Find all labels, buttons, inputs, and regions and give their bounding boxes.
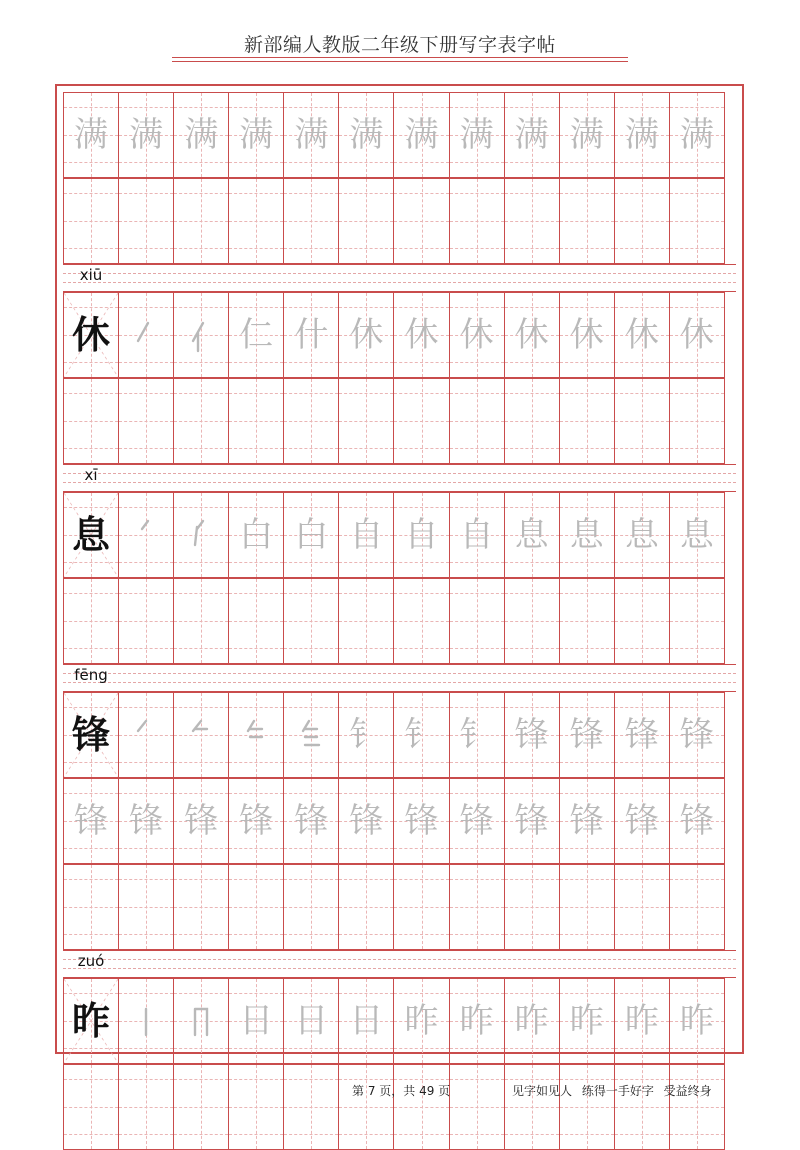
- pinyin-label: zuó: [77, 952, 105, 970]
- writing-cell[interactable]: [63, 778, 119, 864]
- writing-cell[interactable]: [338, 178, 394, 264]
- trace-character: 自: [349, 515, 384, 555]
- writing-cell[interactable]: [449, 778, 505, 864]
- trace-character: 锋: [679, 801, 714, 841]
- model-character: 锋: [72, 712, 111, 757]
- writing-cell[interactable]: [559, 492, 615, 578]
- writing-cell[interactable]: [559, 1064, 615, 1150]
- writing-cell[interactable]: [393, 92, 449, 178]
- writing-cell[interactable]: [669, 292, 725, 378]
- writing-cell[interactable]: [283, 178, 339, 264]
- writing-cell[interactable]: [559, 864, 615, 950]
- footer-motto: 见字如见人 练得一手好字 受益终身: [512, 1084, 712, 1098]
- writing-cell[interactable]: [228, 578, 284, 664]
- writing-cell[interactable]: [338, 978, 394, 1064]
- writing-cell[interactable]: [173, 378, 229, 464]
- pinyin-label: xiū: [79, 266, 103, 284]
- writing-row: [63, 178, 736, 264]
- writing-cell[interactable]: [173, 178, 229, 264]
- writing-cell[interactable]: [283, 292, 339, 378]
- trace-character: 满: [569, 115, 604, 155]
- writing-row: [63, 292, 736, 378]
- practice-block: [63, 178, 736, 264]
- stroke-order-sketch: [181, 315, 221, 355]
- trace-character: 满: [74, 115, 109, 155]
- writing-cell[interactable]: [228, 492, 284, 578]
- writing-cell[interactable]: [449, 292, 505, 378]
- trace-character: 满: [294, 115, 329, 155]
- trace-character: 息: [679, 515, 714, 555]
- page-title: 新部编人教版二年级下册写字表字帖: [243, 34, 556, 56]
- trace-character: 锋: [569, 715, 604, 755]
- writing-cell[interactable]: [504, 692, 560, 778]
- trace-character: 锋: [74, 801, 109, 841]
- pinyin-guide-line: [63, 664, 736, 665]
- writing-cell[interactable]: [559, 178, 615, 264]
- writing-row: [63, 378, 736, 464]
- writing-cell[interactable]: [504, 864, 560, 950]
- writing-cell[interactable]: [283, 578, 339, 664]
- writing-cell[interactable]: [393, 864, 449, 950]
- trace-character: 休: [349, 315, 384, 355]
- pinyin-guide-line: [63, 282, 736, 283]
- trace-character: 白: [294, 515, 329, 555]
- writing-cell[interactable]: [173, 92, 229, 178]
- writing-cell[interactable]: [338, 1064, 394, 1150]
- stroke-order-sketch: [126, 515, 166, 555]
- practice-block: [63, 264, 736, 378]
- writing-cell[interactable]: [338, 778, 394, 864]
- trace-character: 昨: [459, 1001, 494, 1041]
- trace-character: 自: [404, 515, 439, 555]
- trace-character: 满: [459, 115, 494, 155]
- pinyin-guide-line: [63, 950, 736, 951]
- trace-character: 息: [624, 515, 659, 555]
- writing-cell[interactable]: [669, 978, 725, 1064]
- writing-cell[interactable]: [669, 692, 725, 778]
- writing-cell[interactable]: [559, 378, 615, 464]
- writing-cell[interactable]: [173, 492, 229, 578]
- practice-block: [63, 1064, 736, 1150]
- pinyin-band: [63, 264, 736, 292]
- writing-cell[interactable]: [173, 778, 229, 864]
- trace-character: 钅: [404, 715, 439, 755]
- writing-cell[interactable]: [669, 578, 725, 664]
- writing-cell[interactable]: [228, 178, 284, 264]
- practice-block: [63, 378, 736, 464]
- writing-row: [63, 978, 736, 1064]
- writing-cell[interactable]: [173, 864, 229, 950]
- trace-character: 自: [459, 515, 494, 555]
- writing-row: [63, 92, 736, 178]
- writing-cell[interactable]: [173, 292, 229, 378]
- writing-cell[interactable]: [63, 492, 119, 578]
- trace-character: 休: [404, 315, 439, 355]
- writing-cell[interactable]: [338, 292, 394, 378]
- writing-cell[interactable]: [393, 692, 449, 778]
- trace-character: 休: [459, 315, 494, 355]
- pinyin-guide-line: [63, 464, 736, 465]
- writing-cell[interactable]: [559, 978, 615, 1064]
- writing-cell[interactable]: [118, 292, 174, 378]
- writing-cell[interactable]: [449, 92, 505, 178]
- writing-cell[interactable]: [504, 578, 560, 664]
- pinyin-band: [63, 664, 736, 692]
- writing-cell[interactable]: [669, 864, 725, 950]
- writing-cell[interactable]: [118, 578, 174, 664]
- writing-row: [63, 864, 736, 950]
- writing-cell[interactable]: [338, 378, 394, 464]
- writing-cell[interactable]: [283, 978, 339, 1064]
- writing-cell[interactable]: [504, 1064, 560, 1150]
- pinyin-guide-line: [63, 473, 736, 474]
- writing-cell[interactable]: [228, 978, 284, 1064]
- trace-character: 仁: [239, 315, 274, 355]
- writing-cell[interactable]: [228, 1064, 284, 1150]
- writing-cell[interactable]: [393, 178, 449, 264]
- writing-cell[interactable]: [118, 492, 174, 578]
- trace-character: 满: [404, 115, 439, 155]
- practice-block: [63, 92, 736, 178]
- trace-character: 日: [294, 1001, 329, 1041]
- trace-character: 休: [624, 315, 659, 355]
- model-character: 休: [72, 312, 111, 357]
- trace-character: 钅: [459, 715, 494, 755]
- writing-cell[interactable]: [173, 578, 229, 664]
- writing-cell[interactable]: [118, 778, 174, 864]
- trace-character: 什: [294, 315, 329, 355]
- practice-grid: [63, 92, 736, 1150]
- stroke-order-sketch: [291, 715, 331, 755]
- trace-character: 锋: [239, 801, 274, 841]
- practice-block: [63, 864, 736, 950]
- trace-character: 锋: [624, 801, 659, 841]
- writing-cell[interactable]: [173, 1064, 229, 1150]
- pinyin-guide-line: [63, 273, 736, 274]
- writing-cell[interactable]: [118, 1064, 174, 1150]
- writing-cell[interactable]: [669, 492, 725, 578]
- writing-cell[interactable]: [228, 378, 284, 464]
- writing-row: [63, 578, 736, 664]
- trace-character: 锋: [294, 801, 329, 841]
- writing-cell[interactable]: [118, 378, 174, 464]
- writing-row: [63, 778, 736, 864]
- practice-block: [63, 578, 736, 664]
- title-rule: [172, 61, 628, 62]
- writing-cell[interactable]: [63, 292, 119, 378]
- writing-cell[interactable]: [614, 92, 670, 178]
- writing-cell[interactable]: [118, 92, 174, 178]
- writing-cell[interactable]: [63, 978, 119, 1064]
- writing-cell[interactable]: [283, 92, 339, 178]
- trace-character: 息: [514, 515, 549, 555]
- trace-character: 锋: [404, 801, 439, 841]
- model-character: 息: [72, 512, 111, 557]
- writing-cell[interactable]: [338, 692, 394, 778]
- trace-character: 昨: [679, 1001, 714, 1041]
- stroke-order-sketch: [181, 715, 221, 755]
- practice-block: [63, 464, 736, 578]
- writing-cell[interactable]: [283, 1064, 339, 1150]
- writing-cell[interactable]: [504, 492, 560, 578]
- writing-cell[interactable]: [283, 692, 339, 778]
- writing-cell[interactable]: [614, 864, 670, 950]
- writing-cell[interactable]: [559, 692, 615, 778]
- writing-cell[interactable]: [228, 92, 284, 178]
- pinyin-guide-line: [63, 682, 736, 683]
- writing-cell[interactable]: [63, 92, 119, 178]
- trace-character: 休: [679, 315, 714, 355]
- writing-cell[interactable]: [669, 178, 725, 264]
- writing-cell[interactable]: [63, 864, 119, 950]
- writing-row: [63, 1064, 736, 1150]
- pinyin-guide-line: [63, 264, 736, 265]
- writing-cell[interactable]: [449, 492, 505, 578]
- writing-cell[interactable]: [283, 492, 339, 578]
- writing-cell[interactable]: [63, 378, 119, 464]
- stroke-order-sketch: [236, 715, 276, 755]
- writing-cell[interactable]: [504, 978, 560, 1064]
- writing-cell[interactable]: [449, 864, 505, 950]
- writing-cell[interactable]: [614, 978, 670, 1064]
- stroke-order-sketch: [126, 715, 166, 755]
- pinyin-label: fēng: [74, 666, 108, 684]
- writing-cell[interactable]: [118, 978, 174, 1064]
- pinyin-guide-line: [63, 968, 736, 969]
- writing-cell[interactable]: [173, 978, 229, 1064]
- writing-cell[interactable]: [614, 778, 670, 864]
- writing-cell[interactable]: [338, 492, 394, 578]
- writing-cell[interactable]: [559, 778, 615, 864]
- trace-character: 息: [569, 515, 604, 555]
- writing-cell[interactable]: [449, 1064, 505, 1150]
- writing-cell[interactable]: [614, 378, 670, 464]
- writing-cell[interactable]: [63, 178, 119, 264]
- writing-cell[interactable]: [118, 692, 174, 778]
- trace-character: 昨: [514, 1001, 549, 1041]
- writing-cell[interactable]: [449, 692, 505, 778]
- trace-character: 满: [129, 115, 164, 155]
- writing-cell[interactable]: [63, 692, 119, 778]
- pinyin-band: [63, 950, 736, 978]
- writing-cell[interactable]: [173, 692, 229, 778]
- practice-sheet: [55, 84, 744, 1054]
- writing-cell[interactable]: [504, 292, 560, 378]
- writing-cell[interactable]: [393, 492, 449, 578]
- writing-cell[interactable]: [449, 378, 505, 464]
- trace-character: 锋: [129, 801, 164, 841]
- trace-character: 锋: [569, 801, 604, 841]
- writing-cell[interactable]: [63, 1064, 119, 1150]
- writing-cell[interactable]: [614, 692, 670, 778]
- writing-cell[interactable]: [614, 492, 670, 578]
- writing-cell[interactable]: [393, 578, 449, 664]
- trace-character: 钅: [349, 715, 384, 755]
- writing-cell[interactable]: [614, 1064, 670, 1150]
- writing-cell[interactable]: [393, 978, 449, 1064]
- writing-cell[interactable]: [669, 1064, 725, 1150]
- pinyin-guide-line: [63, 482, 736, 483]
- stroke-order-sketch: [126, 1001, 166, 1041]
- writing-cell[interactable]: [118, 178, 174, 264]
- writing-cell[interactable]: [614, 578, 670, 664]
- stroke-order-sketch: [181, 1001, 221, 1041]
- trace-character: 日: [239, 1001, 274, 1041]
- writing-cell[interactable]: [228, 692, 284, 778]
- practice-block: [63, 664, 736, 778]
- writing-cell[interactable]: [118, 864, 174, 950]
- writing-cell[interactable]: [614, 178, 670, 264]
- writing-cell[interactable]: [63, 578, 119, 664]
- writing-cell[interactable]: [449, 978, 505, 1064]
- writing-cell[interactable]: [504, 178, 560, 264]
- writing-cell[interactable]: [338, 864, 394, 950]
- practice-block: [63, 950, 736, 1064]
- trace-character: 白: [239, 515, 274, 555]
- trace-character: 锋: [679, 715, 714, 755]
- model-character: 昨: [72, 998, 111, 1043]
- writing-cell[interactable]: [283, 378, 339, 464]
- pinyin-guide-line: [63, 959, 736, 960]
- trace-character: 满: [679, 115, 714, 155]
- pinyin-band: [63, 464, 736, 492]
- writing-cell[interactable]: [669, 92, 725, 178]
- writing-cell[interactable]: [449, 578, 505, 664]
- writing-cell[interactable]: [228, 864, 284, 950]
- writing-cell[interactable]: [338, 578, 394, 664]
- writing-cell[interactable]: [393, 378, 449, 464]
- writing-row: [63, 692, 736, 778]
- writing-cell[interactable]: [504, 92, 560, 178]
- writing-cell[interactable]: [504, 778, 560, 864]
- writing-cell[interactable]: [559, 578, 615, 664]
- trace-character: 锋: [514, 715, 549, 755]
- writing-cell[interactable]: [504, 378, 560, 464]
- writing-cell[interactable]: [228, 778, 284, 864]
- pinyin-guide-line: [63, 673, 736, 674]
- writing-cell[interactable]: [669, 378, 725, 464]
- writing-cell[interactable]: [449, 178, 505, 264]
- writing-cell[interactable]: [559, 292, 615, 378]
- trace-character: 锋: [459, 801, 494, 841]
- writing-cell[interactable]: [393, 1064, 449, 1150]
- writing-cell[interactable]: [614, 292, 670, 378]
- trace-character: 满: [349, 115, 384, 155]
- trace-character: 锋: [514, 801, 549, 841]
- writing-cell[interactable]: [228, 292, 284, 378]
- writing-row: [63, 492, 736, 578]
- trace-character: 休: [569, 315, 604, 355]
- writing-cell[interactable]: [283, 864, 339, 950]
- trace-character: 昨: [624, 1001, 659, 1041]
- practice-block: [63, 778, 736, 864]
- writing-cell[interactable]: [559, 92, 615, 178]
- trace-character: 锋: [184, 801, 219, 841]
- trace-character: 昨: [404, 1001, 439, 1041]
- stroke-order-sketch: [126, 315, 166, 355]
- trace-character: 昨: [569, 1001, 604, 1041]
- writing-cell[interactable]: [669, 778, 725, 864]
- pinyin-label: xī: [84, 466, 98, 484]
- trace-character: 满: [514, 115, 549, 155]
- title-rule: [172, 57, 628, 58]
- trace-character: 日: [349, 1001, 384, 1041]
- writing-cell[interactable]: [338, 92, 394, 178]
- stroke-order-sketch: [181, 515, 221, 555]
- trace-character: 休: [514, 315, 549, 355]
- trace-character: 满: [624, 115, 659, 155]
- trace-character: 锋: [349, 801, 384, 841]
- page-number: 第 7 页，共 49 页: [352, 1084, 451, 1098]
- writing-cell[interactable]: [393, 292, 449, 378]
- writing-cell[interactable]: [393, 778, 449, 864]
- trace-character: 锋: [624, 715, 659, 755]
- trace-character: 满: [239, 115, 274, 155]
- writing-cell[interactable]: [283, 778, 339, 864]
- trace-character: 满: [184, 115, 219, 155]
